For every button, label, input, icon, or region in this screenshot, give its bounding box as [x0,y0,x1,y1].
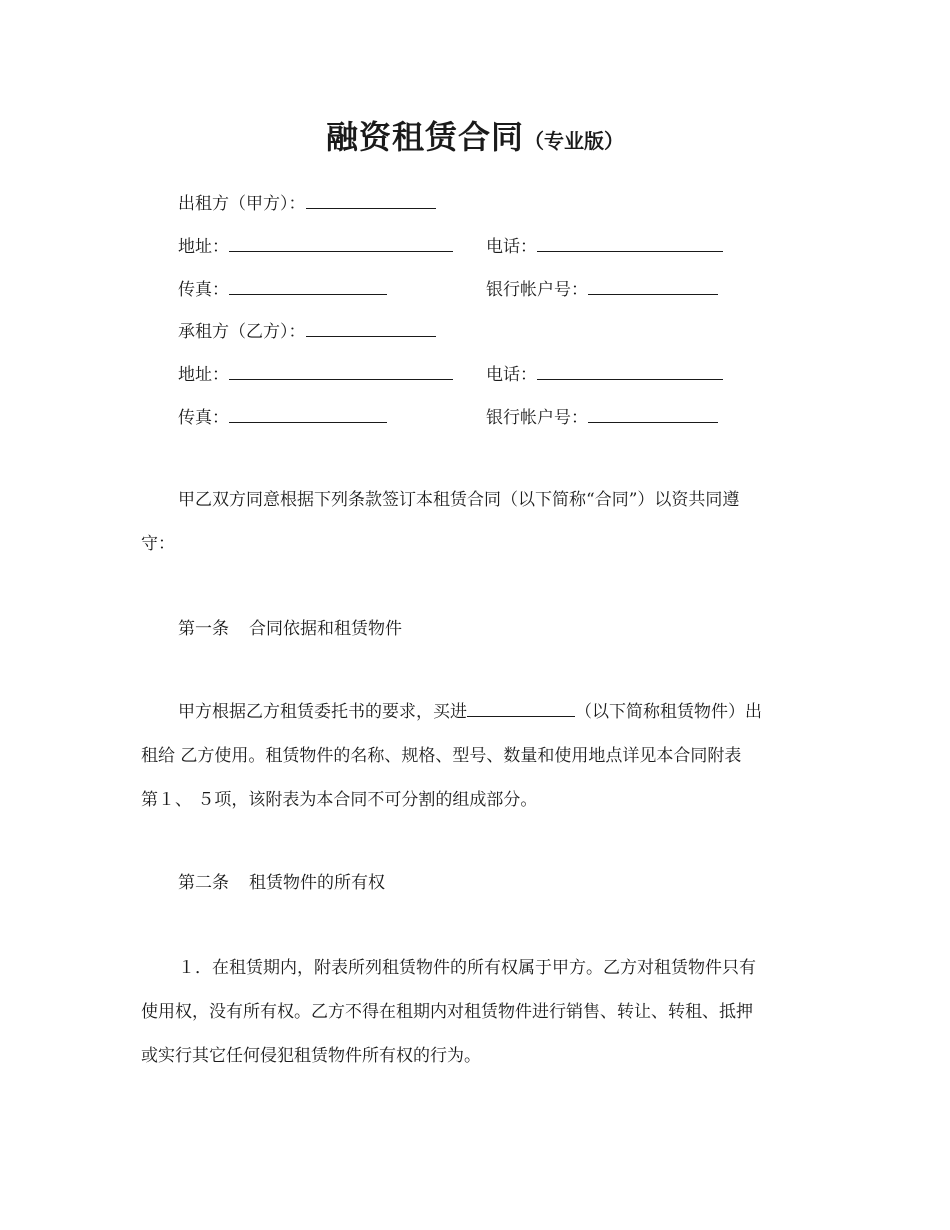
article-2-title: 租赁物件的所有权 [249,873,385,893]
leased-item-blank[interactable] [467,698,575,717]
lessor-name-row [178,190,436,216]
lessor-fax-blank[interactable] [229,276,387,295]
lessee-address-label: 地址： [178,365,229,385]
title-edition: （专业版） [524,129,624,153]
article-2-line-1: １．在租赁期内，附表所列租赁物件的所有权属于甲方。乙方对租赁物件只有 [178,958,756,978]
article-1-line-3: 第１、 ５项，该附表为本合同不可分割的组成部分。 [141,790,538,810]
lessee-fax-row [178,404,387,430]
lessor-address-blank[interactable] [229,233,453,252]
lessor-phone-row [486,233,723,259]
article-1-line-1-post: （以下简称租赁物件）出 [575,702,762,722]
lessee-name-row [178,318,436,344]
lessee-phone-row [486,361,723,387]
intro-line-2: 守： [141,534,175,554]
intro-paragraph [141,478,811,566]
lessor-label: 出租方（甲方）： [178,194,306,214]
lessee-label: 承租方（乙方）： [178,322,306,342]
lessor-phone-label: 电话： [486,237,537,257]
lessee-bank-blank[interactable] [588,404,718,423]
article-1-paragraph [141,690,811,822]
lessee-address-row [178,361,453,387]
lessee-phone-label: 电话： [486,365,537,385]
article-1-title: 合同依据和租赁物件 [249,619,402,639]
lessor-address-row [178,233,453,259]
article-1-line-1 [141,690,811,734]
intro-line-1: 甲乙双方同意根据下列条款签订本租赁合同（以下简称“合同”）以资共同遵 [178,490,740,510]
article-2-number: 第二条 [178,873,229,893]
lessor-bank-row [486,276,718,302]
article-1-number: 第一条 [178,619,229,639]
article-1-heading [178,617,402,641]
lessor-bank-label: 银行帐户号： [486,280,588,300]
article-2-paragraph [141,946,811,1078]
article-1-line-1-pre: 甲方根据乙方租赁委托书的要求，买进 [178,702,467,722]
article-1-line-2: 租给 乙方使用。租赁物件的名称、规格、型号、数量和使用地点详见本合同附表 [141,746,742,766]
lessee-name-blank[interactable] [306,318,436,337]
lessee-fax-label: 传真： [178,408,229,428]
article-2-line-3: 或实行其它任何侵犯租赁物件所有权的行为。 [141,1046,481,1066]
article-2-heading [178,871,385,895]
lessor-fax-row [178,276,387,302]
lessee-bank-row [486,404,718,430]
lessor-bank-blank[interactable] [588,276,718,295]
lessee-fax-blank[interactable] [229,404,387,423]
title-main: 融资租赁合同 [325,118,524,156]
lessor-fax-label: 传真： [178,280,229,300]
lessor-address-label: 地址： [178,237,229,257]
document-title [0,112,950,158]
lessee-phone-blank[interactable] [537,361,723,380]
lessee-bank-label: 银行帐户号： [486,408,588,428]
lessor-name-blank[interactable] [306,190,436,209]
lessee-address-blank[interactable] [229,361,453,380]
lessor-phone-blank[interactable] [537,233,723,252]
article-2-line-2: 使用权，没有所有权。乙方不得在租期内对租赁物件进行销售、转让、转租、抵押 [141,1002,753,1022]
